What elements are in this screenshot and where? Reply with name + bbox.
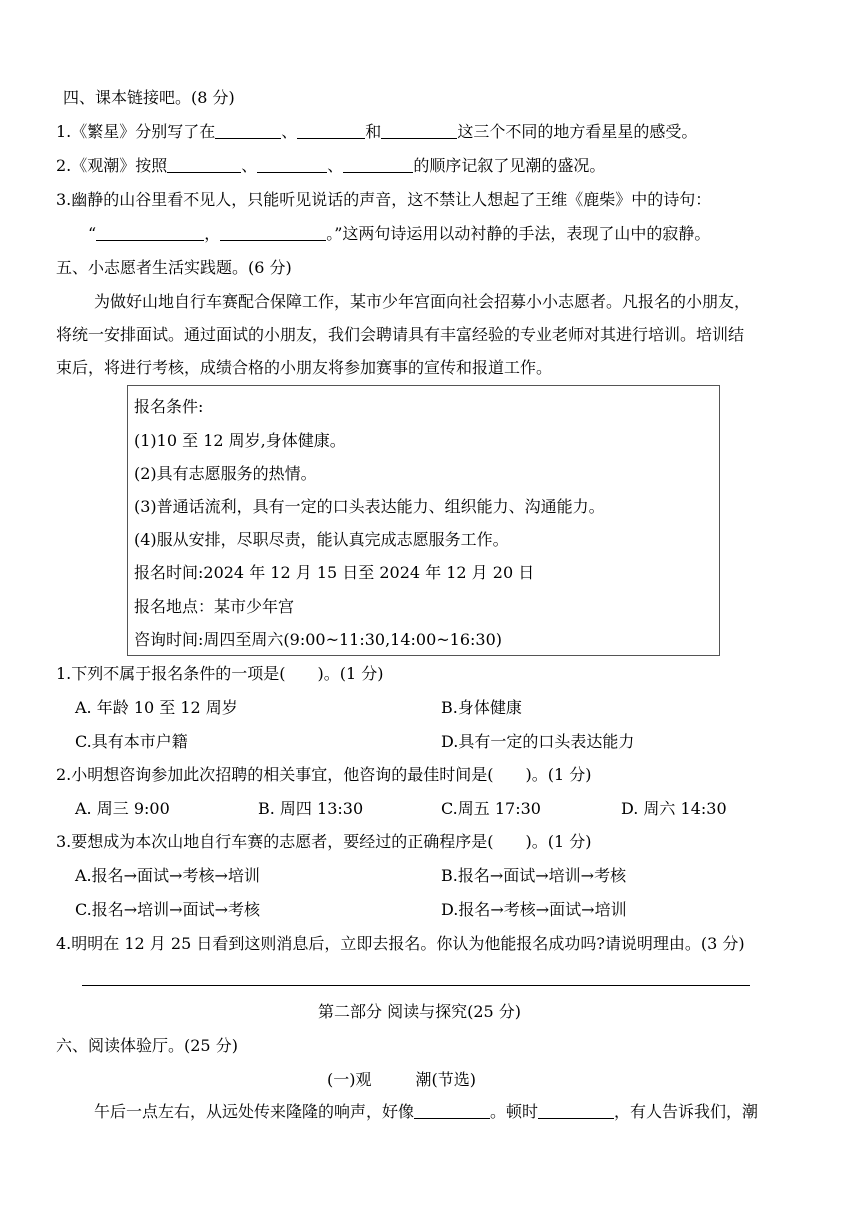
question-5-4: 4.明明在 12 月 25 日看到这则消息后，立即去报名。你认为他能报名成功吗?请说明理由。(3 分)	[56, 934, 745, 953]
passage-text: ，有人告诉我们，潮	[614, 1102, 759, 1121]
option-d[interactable]: D. 周六 14:30	[621, 799, 727, 818]
question-4-1	[56, 122, 697, 142]
notice-line: (2)具有志愿服务的热情。	[134, 464, 317, 483]
notice-line: (3)普通话流利，具有一定的口头表达能力、组织能力、沟通能力。	[134, 497, 605, 516]
question-5-1: 1.下列不属于报名条件的一项是( )。(1 分)	[56, 664, 384, 683]
answer-blank[interactable]	[167, 156, 241, 173]
option-d[interactable]: D.报名→考核→面试→培训	[441, 900, 627, 919]
answer-blank[interactable]	[414, 1102, 490, 1119]
part-2-title: 第二部分 阅读与探究(25 分)	[318, 1002, 522, 1021]
notice-line: 报名地点：某市少年宫	[134, 597, 295, 616]
notice-line: 报名时间:2024 年 12 月 15 日至 2024 年 12 月 20 日	[134, 563, 535, 582]
question-5-3: 3.要想成为本次山地自行车赛的志愿者，要经过的正确程序是( )。(1 分)	[56, 832, 592, 851]
question-4-3-line1: 3.幽静的山谷里看不见人，只能听见说话的声音，这不禁让人想起了王维《鹿柴》中的诗句：	[56, 190, 712, 209]
option-b[interactable]: B.身体健康	[441, 698, 522, 717]
option-a[interactable]: A.报名→面试→考核→培训	[75, 866, 260, 885]
section-4-heading: 四、课本链接吧。(8 分)	[63, 88, 235, 107]
q-text: 1.《繁星》分别写了在	[56, 122, 216, 141]
section-5-heading: 五、小志愿者生活实践题。(6 分)	[56, 258, 292, 277]
q-text: 的顺序记叙了见潮的盛况。	[413, 156, 606, 175]
q-text: 、	[241, 156, 258, 175]
intro-line-2: 将统一安排面试。通过面试的小朋友，我们会聘请具有丰富经验的专业老师对其进行培训。培训结	[56, 325, 745, 344]
passage-title	[327, 1070, 476, 1090]
answer-blank[interactable]	[257, 156, 327, 173]
answer-blank[interactable]	[297, 122, 365, 139]
option-d[interactable]: D.具有一定的口头表达能力	[441, 732, 635, 751]
passage-paragraph-1	[94, 1102, 758, 1122]
question-4-3-line2	[88, 224, 710, 244]
answer-line[interactable]	[82, 985, 750, 986]
answer-blank[interactable]	[343, 156, 413, 173]
question-5-2: 2.小明想咨询参加此次招聘的相关事宜，他咨询的最佳时间是( )。(1 分)	[56, 765, 592, 784]
notice-line: 报名条件:	[134, 397, 204, 416]
notice-line: (1)10 至 12 周岁,身体健康。	[134, 431, 346, 450]
notice-line: 咨询时间:周四至周六(9:00~11:30,14:00~16:30)	[134, 630, 503, 649]
answer-blank[interactable]	[381, 122, 457, 139]
option-c[interactable]: C.具有本市户籍	[75, 732, 188, 751]
notice-line: (4)服从安排，尽职尽责，能认真完成志愿服务工作。	[134, 530, 509, 549]
passage-title-part: 潮(节选)	[415, 1070, 476, 1089]
option-a[interactable]: A. 年龄 10 至 12 周岁	[75, 698, 238, 717]
answer-blank[interactable]	[538, 1102, 614, 1119]
passage-text: 午后一点左右，从远处传来隆隆的响声，好像	[94, 1102, 415, 1121]
q-text: ，	[204, 224, 221, 243]
section-6-heading: 六、阅读体验厅。(25 分)	[56, 1036, 238, 1055]
question-4-2	[56, 156, 605, 176]
q-text: 。”这两句诗运用以动衬静的手法，表现了山中的寂静。	[326, 224, 711, 243]
answer-blank[interactable]	[96, 224, 204, 241]
q-text: 、	[327, 156, 344, 175]
option-b[interactable]: B.报名→面试→培训→考核	[441, 866, 627, 885]
answer-blank[interactable]	[215, 122, 281, 139]
q-text: 、	[281, 122, 298, 141]
q-text: 和	[365, 122, 382, 141]
q-text: 这三个不同的地方看星星的感受。	[457, 122, 698, 141]
q-text: “	[88, 224, 97, 243]
option-a[interactable]: A. 周三 9:00	[75, 799, 170, 818]
answer-blank[interactable]	[220, 224, 326, 241]
intro-line-3: 束后，将进行考核，成绩合格的小朋友将参加赛事的宣传和报道工作。	[56, 358, 553, 377]
passage-text: 。顿时	[490, 1102, 539, 1121]
intro-line-1: 为做好山地自行车赛配合保障工作，某市少年宫面向社会招募小小志愿者。凡报名的小朋友，	[94, 292, 751, 311]
option-b[interactable]: B. 周四 13:30	[258, 799, 364, 818]
option-c[interactable]: C.周五 17:30	[441, 799, 541, 818]
passage-title-part: (一)观	[327, 1070, 372, 1089]
option-c[interactable]: C.报名→培训→面试→考核	[75, 900, 260, 919]
q-text: 2.《观潮》按照	[56, 156, 168, 175]
